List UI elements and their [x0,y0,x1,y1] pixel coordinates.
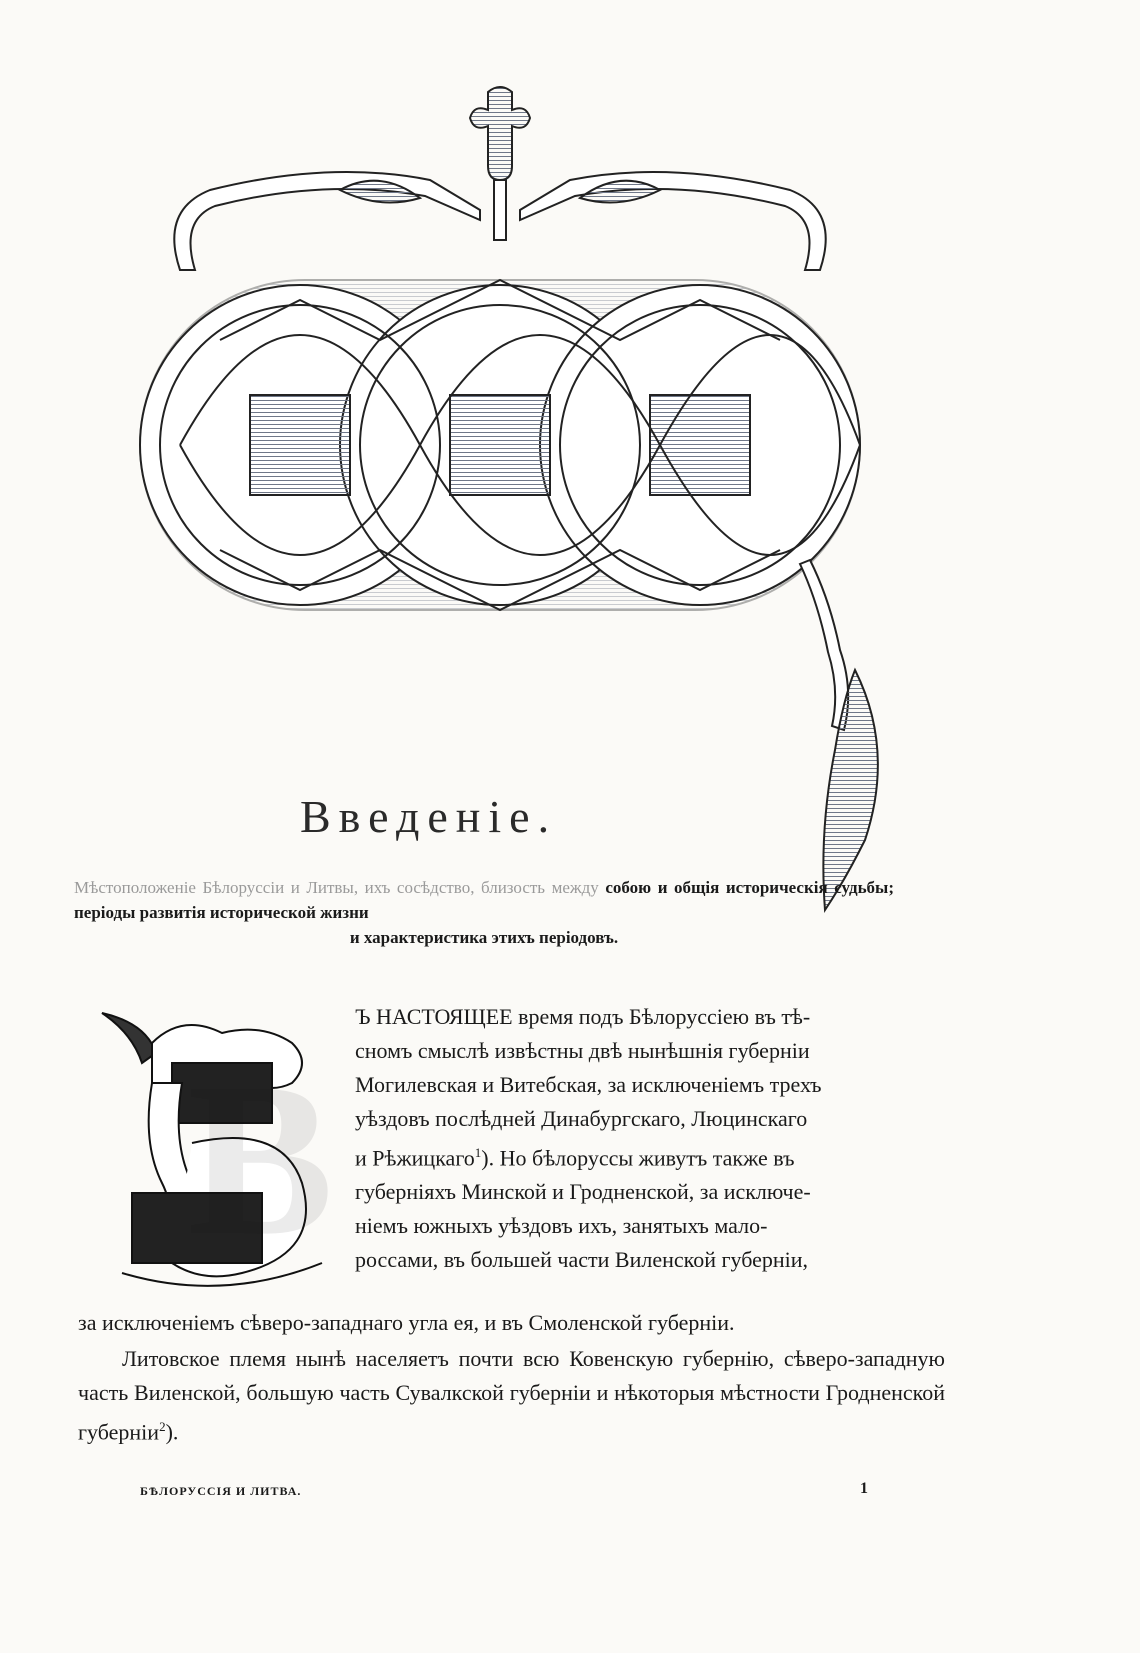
chapter-title: Введенiе. [300,791,558,842]
summary-line-3: и характеристика этихъ перiодовъ. [349,928,619,947]
paragraph-2 [78,1342,945,1449]
paragraph-1-final-line: за исключенiемъ сѣверо-западнаго угла ея, и въ Смоленской губернiи. [78,1310,735,1335]
paragraph-2-tail: ). [165,1419,179,1445]
decorated-initial-letter [92,1003,340,1293]
summary-line-1: Мѣстоположенiе Бѣлоруссiи и Литвы, ихъ сосѣдство, близость между [74,878,599,897]
running-footer-title: БѢЛОРУССIЯ И ЛИТВА. [140,1484,302,1498]
paragraph-1-line-tail: ). Но бѣлоруссы живутъ также въ [481,1145,795,1171]
footnote-ref-1: 1 [474,1145,482,1160]
paragraph-1-line-text: и Рѣжицкаго [355,1145,475,1171]
initial-letter-glyph: В [187,1037,334,1281]
paragraph-1-line: Ъ НАСТОЯЩЕЕ время подъ Бѣлоруссiею въ тѣ- [355,1004,811,1029]
paragraph-1-line: россами, въ большей части Виленской губернiи, [355,1247,809,1273]
chapter-summary [74,875,894,950]
summary-line-2: собою и общiя историческiя судьбы; перiоды развитiя исторической жизни [74,878,894,922]
footnote-ref-2: 2 [159,1419,166,1434]
page-number: 1 [860,1480,868,1497]
paragraph-1-line: сномъ смыслѣ извѣстны двѣ нынѣшнiя губернiи [355,1038,810,1063]
paragraph-1-line: нiемъ южныхъ уѣздовъ ихъ, занятыхъ мало- [355,1213,768,1239]
feather-tail-ornament [800,560,878,910]
interlace-rings [140,280,860,610]
paragraph-1-line [355,1136,945,1175]
paragraph-1-indented-block [355,1000,945,1277]
paragraph-1-line: Могилевская и Витебская, за исключенiемъ трехъ [355,1072,822,1097]
paragraph-1-line: губернiяхъ Минской и Гродненской, за исключе- [355,1179,811,1205]
paragraph-1-line: уѣздовъ послѣдней Динабургскаго, Люцинскаго [355,1106,808,1131]
paragraph-2-text: Литовское племя нынѣ населяетъ почти всю Ковенскую губернiю, сѣверо-западную часть Виленской, большую часть Сувалкской губернiи и нѣкоторыя мѣстности Гродненской губернiи [78,1346,945,1445]
